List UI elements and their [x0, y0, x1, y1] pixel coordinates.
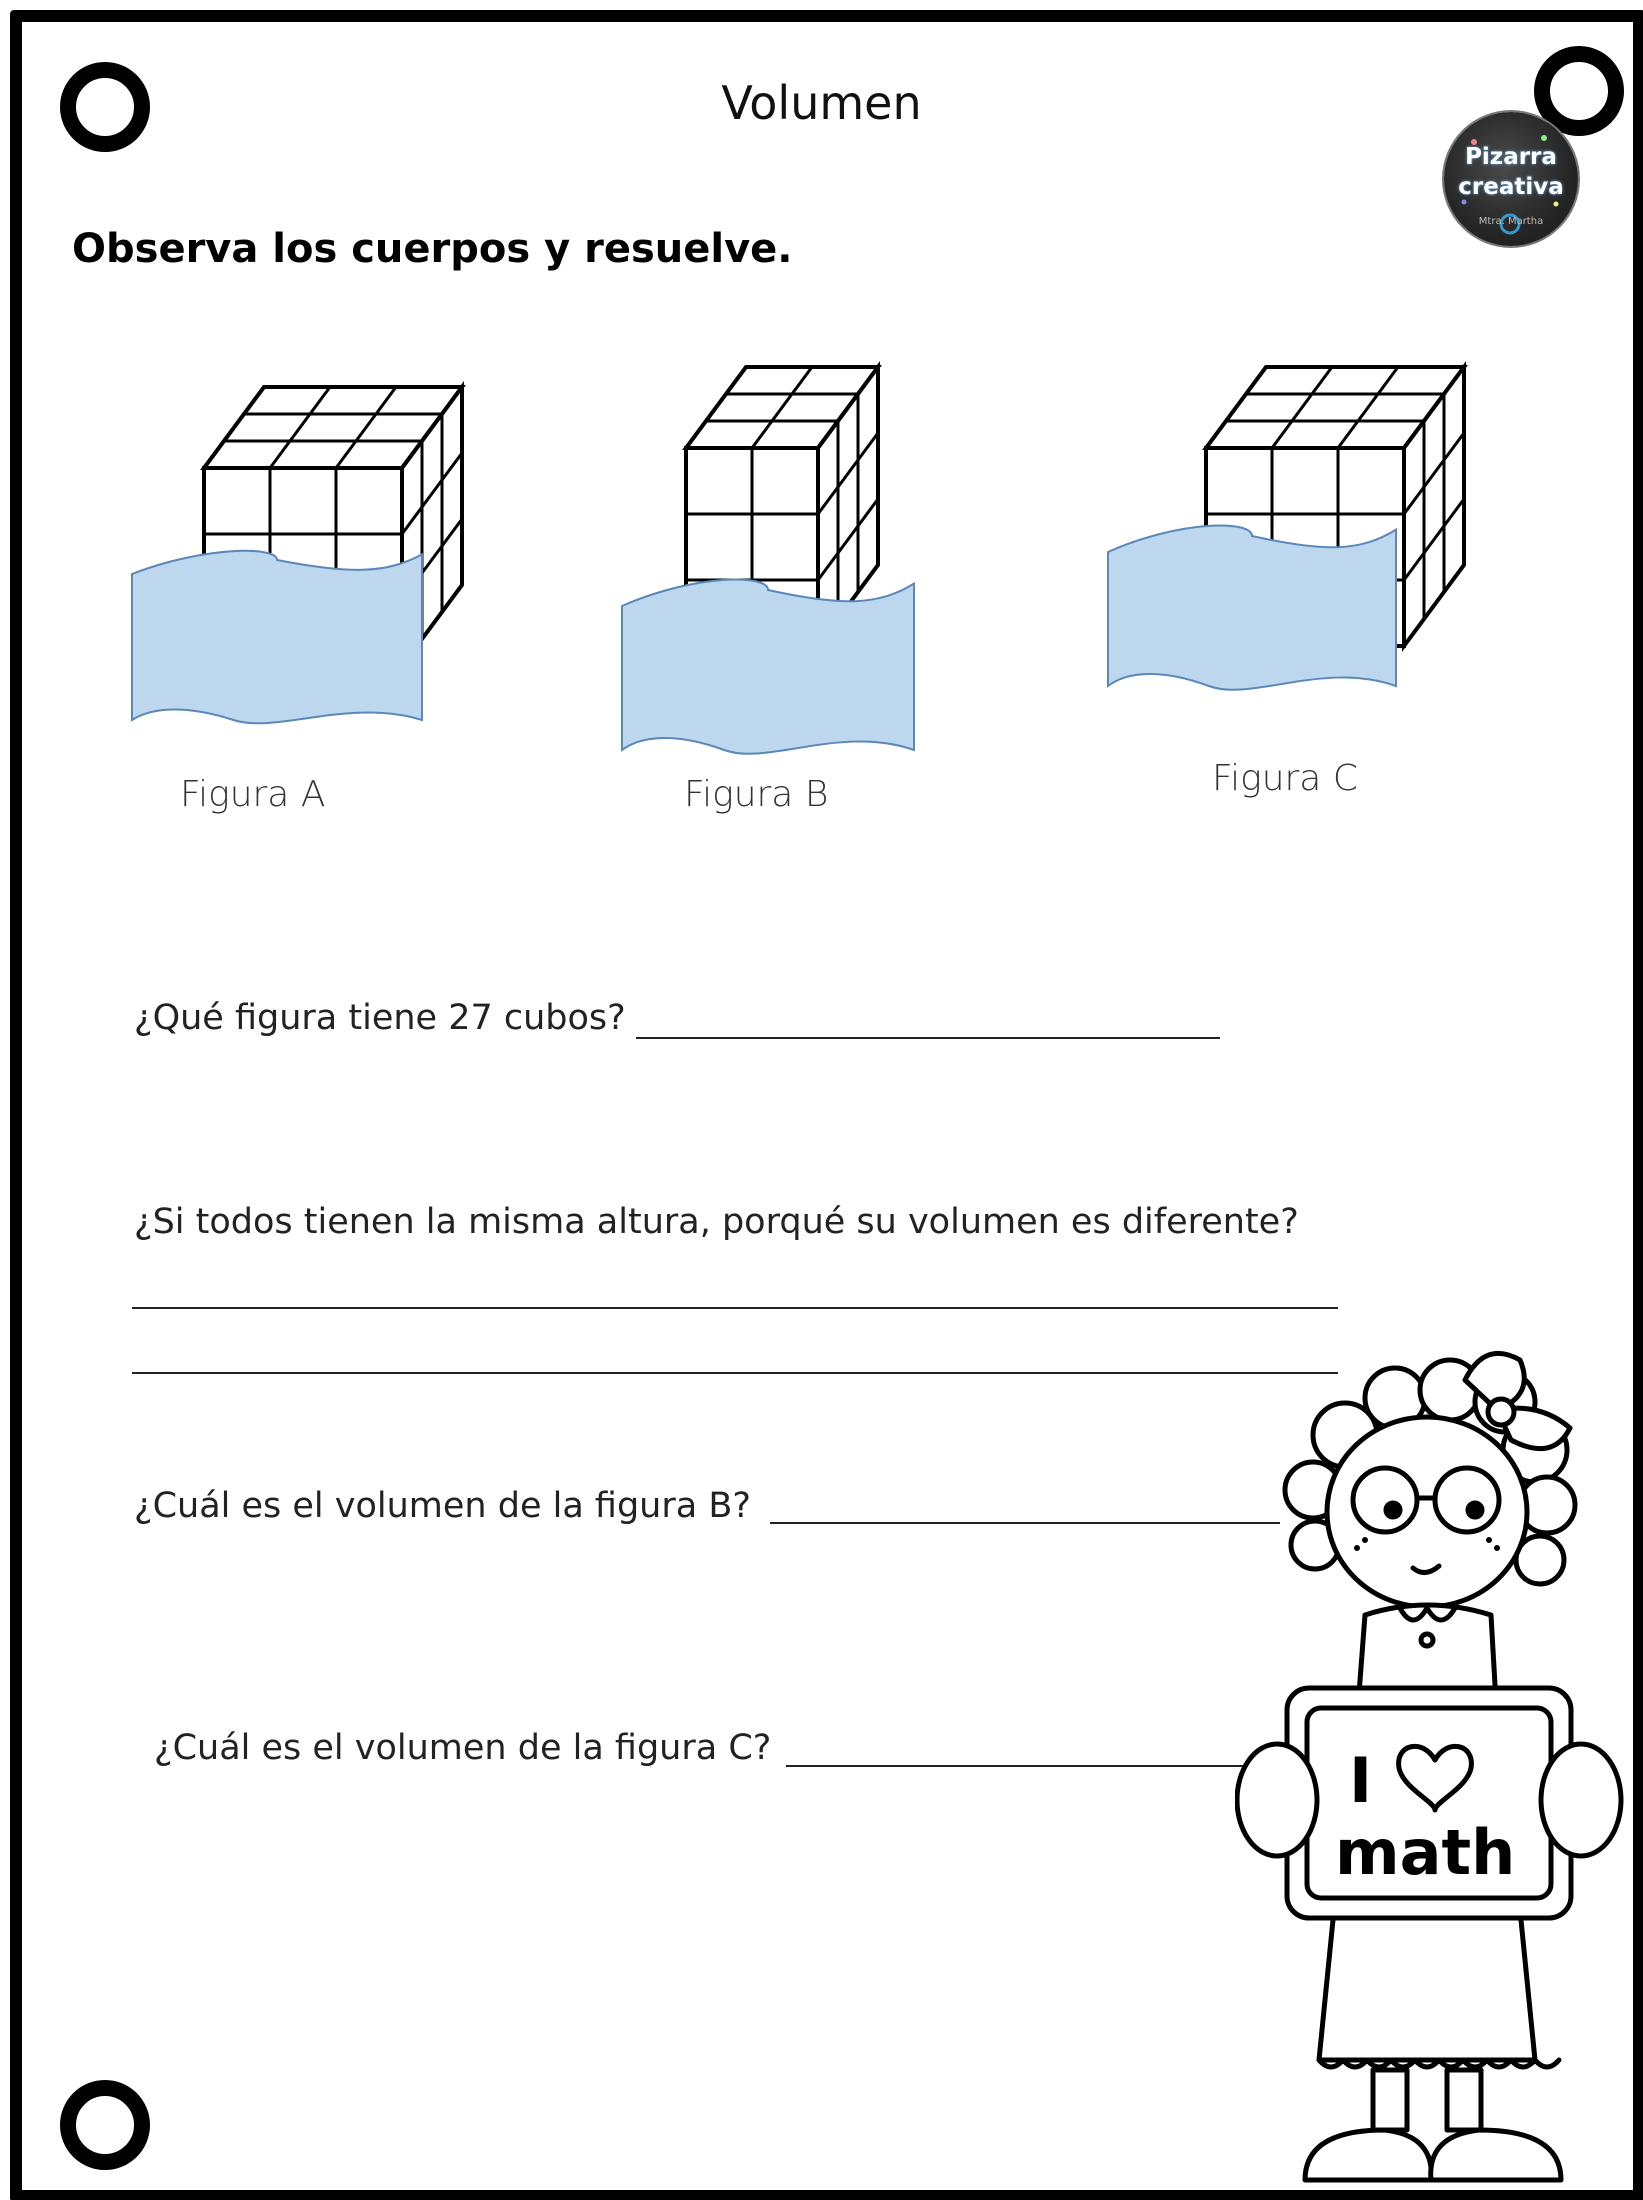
figure-b-cover-paper	[622, 579, 914, 753]
figure-a-cover-paper	[132, 551, 422, 724]
page-title: Volumen	[721, 76, 922, 130]
instruction-text: Observa los cuerpos y resuelve.	[72, 226, 793, 272]
figure-c-label: Figura C	[1212, 758, 1358, 799]
question-2: ¿Si todos tienen la misma altura, porqué su volumen es diferente?	[134, 1202, 1299, 1242]
figure-c-cover-paper	[1108, 525, 1396, 689]
answer-line-2a[interactable]	[132, 1307, 1338, 1309]
question-1: ¿Qué figura tiene 27 cubos?	[134, 998, 626, 1038]
figure-a-label: Figura A	[180, 774, 326, 815]
girl-i-love-math-illustration	[1235, 1340, 1635, 2190]
logo-line-2: creativa	[1458, 174, 1564, 200]
question-3: ¿Cuál es el volumen de la figura B?	[134, 1486, 751, 1526]
logo-line-1: Pizarra	[1465, 144, 1557, 170]
answer-line-1[interactable]	[636, 1037, 1220, 1039]
sign-text-math: math	[1335, 1816, 1516, 1889]
answer-line-3[interactable]	[770, 1522, 1280, 1524]
sign-text-i: I	[1349, 1744, 1373, 1817]
cube-figures-drawing	[0, 0, 1643, 900]
answer-line-4[interactable]	[786, 1765, 1256, 1767]
figure-b-label: Figura B	[684, 774, 829, 815]
answer-line-2b[interactable]	[132, 1372, 1338, 1374]
binder-ring-bottom-left	[60, 2080, 150, 2170]
logo-line-3: Mtra. Martha	[1478, 216, 1544, 227]
question-4: ¿Cuál es el volumen de la figura C?	[154, 1728, 772, 1768]
